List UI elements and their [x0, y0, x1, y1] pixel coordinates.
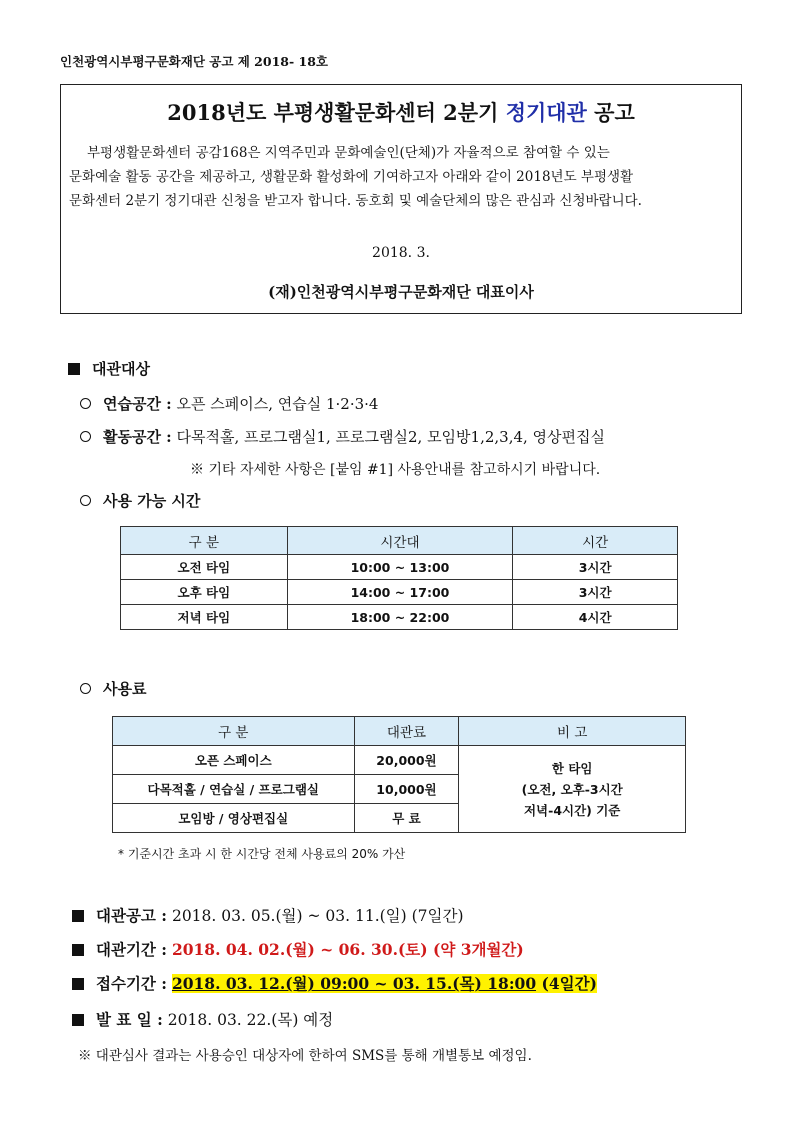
title-main: 2018년도 부평생활문화센터 2분기	[167, 100, 506, 125]
circle-bullet-icon	[80, 398, 91, 409]
square-bullet-icon	[72, 944, 84, 956]
square-bullet-icon	[72, 910, 84, 922]
fees-header-fee: 대관료	[354, 717, 459, 746]
hours-table	[120, 526, 678, 630]
practice-space-value: 오픈 스페이스, 연습실 1·2·3·4	[176, 395, 379, 413]
table-row: 모임방 / 영상편집실 무 료	[113, 804, 686, 833]
notice-title	[61, 97, 741, 127]
square-bullet-icon	[72, 978, 84, 990]
hours-header-duration: 시간	[513, 527, 678, 555]
table-row: 오후 타임 14:00 ~ 17:00 3시간	[121, 580, 678, 605]
receipt-period-line	[72, 972, 597, 994]
receipt-days: (4일간)	[541, 974, 597, 993]
notice-body	[69, 141, 733, 213]
activity-space-line	[80, 426, 605, 447]
title-end: 공고	[586, 100, 635, 125]
fees-header-remark: 비 고	[459, 717, 686, 746]
fees-header-category: 구 분	[113, 717, 355, 746]
fees-heading: 사용료	[80, 678, 146, 699]
announce-value: 2018. 03. 05.(월) ~ 03. 11.(일) (7일간)	[171, 907, 464, 925]
hours-heading: 사용 가능 시간	[80, 490, 200, 511]
result-value: 2018. 03. 22.(목) 예정	[167, 1011, 334, 1029]
notice-box	[60, 84, 742, 314]
announce-label: 대관공고 :	[96, 906, 168, 925]
circle-bullet-icon	[80, 495, 91, 506]
activity-space-value: 다목적홀, 프로그램실1, 프로그램실2, 모임방1,2,3,4, 영상편집실	[176, 428, 606, 446]
table-row: 저녁 타임 18:00 ~ 22:00 4시간	[121, 605, 678, 630]
result-label: 발 표 일 :	[96, 1010, 163, 1029]
document-number: 인천광역시부평구문화재단 공고 제 2018- 18호	[60, 54, 328, 69]
table-row: 오픈 스페이스 20,000원 한 타임 (오전, 오후-3시간 저녁-4시간) 기준	[113, 746, 686, 775]
reference-note: ※ 기타 자세한 사항은 [붙임 #1] 사용안내를 참고하시기 바랍니다.	[190, 462, 601, 478]
table-row: 오전 타임 10:00 ~ 13:00 3시간	[121, 555, 678, 580]
square-bullet-icon	[72, 1014, 84, 1026]
notice-body-line: 문화예술 활동 공간을 제공하고, 생활문화 활성화에 기여하고자 아래와 같이 2018년도 부평생활	[69, 169, 634, 185]
rental-period-value: 2018. 04. 02.(월) ~ 06. 30.(토) (약 3개월간)	[171, 940, 524, 959]
fees-table	[112, 716, 686, 833]
notice-organization: (재)인천광역시부평구문화재단 대표이사	[268, 283, 534, 301]
rental-target-heading: 대관대상	[68, 358, 150, 379]
receipt-value: 2018. 03. 12.(월) 09:00 ~ 03. 15.(목) 18:00	[171, 974, 537, 993]
title-accent: 정기대관	[505, 100, 587, 125]
receipt-label: 접수기간 :	[96, 974, 168, 993]
notice-body-line: 부평생활문화센터 공감168은 지역주민과 문화예술인(단체)가 자율적으로 참여할 수 있는	[87, 145, 610, 161]
rental-period-line	[72, 938, 524, 960]
final-note: ※ 대관심사 결과는 사용승인 대상자에 한하여 SMS를 통해 개별통보 예정임.	[78, 1048, 532, 1064]
announcement-date-line	[72, 1008, 333, 1030]
rental-period-label: 대관기간 :	[96, 940, 168, 959]
hours-header-category: 구 분	[121, 527, 288, 555]
announce-period-line	[72, 904, 464, 926]
activity-space-label: 활동공간 :	[103, 428, 172, 446]
circle-bullet-icon	[80, 431, 91, 442]
fees-remark-cell: 한 타임 (오전, 오후-3시간 저녁-4시간) 기준	[459, 746, 686, 833]
practice-space-line	[80, 393, 378, 414]
circle-bullet-icon	[80, 683, 91, 694]
notice-body-line: 문화센터 2분기 정기대관 신청을 받고자 합니다. 동호회 및 예술단체의 많은 관심과 신청바랍니다.	[69, 193, 642, 209]
fees-footnote: * 기준시간 초과 시 한 시간당 전체 사용료의 20% 가산	[118, 847, 406, 861]
notice-date: 2018. 3.	[372, 245, 430, 261]
practice-space-label: 연습공간 :	[103, 395, 172, 413]
table-row: 다목적홀 / 연습실 / 프로그램실 10,000원	[113, 775, 686, 804]
square-bullet-icon	[68, 363, 80, 375]
hours-header-timeslot: 시간대	[287, 527, 513, 555]
